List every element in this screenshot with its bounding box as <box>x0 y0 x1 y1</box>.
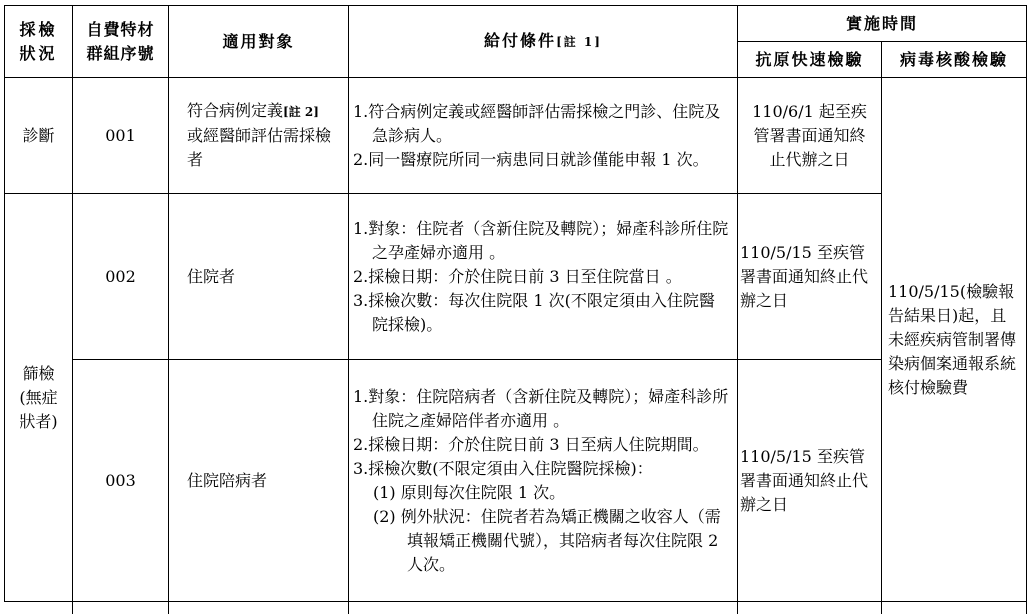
condition-number: 2. <box>353 267 368 286</box>
sub-condition-item <box>353 481 729 505</box>
target-inpatient: 住院者 <box>169 194 349 360</box>
target-diagnosis-note: [註 2] <box>283 105 319 119</box>
condition-number: 1. <box>353 102 368 121</box>
situation-screening: 篩檢 (無症 狀者) <box>5 194 73 602</box>
condition-number: 3. <box>353 291 368 310</box>
condition-item <box>353 265 729 289</box>
condition-text: 同一醫療院所同一病患同日就診僅能申報 1 次。 <box>368 150 708 169</box>
condition-item <box>353 457 729 481</box>
condition-number: 2. <box>353 150 368 169</box>
sub-condition-text: 例外狀況：住院者若為矯正機關之收容人（需填報矯正機關代號），其陪病者每次住院限 2 人次。 <box>401 507 721 574</box>
nucleic-date-screening: 110/5/15(檢驗報告結果日)起，且未經疾病管制署傳染病個案通報系統核付檢驗費 <box>882 78 1027 602</box>
condition-item <box>353 217 729 265</box>
sub-condition-number: (1) <box>373 483 396 502</box>
code-002: 002 <box>73 194 169 360</box>
code-001: 001 <box>73 78 169 194</box>
condition-item <box>353 289 729 337</box>
header-group-number: 自費特材 群組序號 <box>73 6 169 78</box>
condition-item <box>353 148 729 172</box>
header-conditions-note: [註 1] <box>556 35 602 49</box>
header-period: 實施時間 <box>738 6 1027 42</box>
condition-text: 採檢次數：每次住院限 1 次(不限定須由入住院醫院採檢)。 <box>368 291 715 334</box>
condition-text: 對象：住院陪病者（含新住院及轉院）；婦產科診所住院之產婦陪伴者亦適用 。 <box>368 387 728 430</box>
condition-number: 1. <box>353 387 368 406</box>
condition-text: 採檢次數(不限定須由入住院醫院採檢)： <box>368 459 653 478</box>
condition-number: 2. <box>353 435 368 454</box>
condition-text: 對象：住院者（含新住院及轉院）；婦產科診所住院之孕產婦亦適用 。 <box>368 219 728 262</box>
header-conditions <box>349 6 738 78</box>
condition-number: 3. <box>353 459 368 478</box>
condition-item <box>353 385 729 433</box>
table-row-diagnosis <box>5 78 1027 194</box>
header-nucleic: 病毒核酸檢驗 <box>882 42 1027 78</box>
header-situation: 採檢 狀況 <box>5 6 73 78</box>
condition-text: 採檢日期：介於住院日前 3 日至住院當日 。 <box>368 267 681 286</box>
payment-rules-table <box>4 5 1027 614</box>
sub-condition-number: (2) <box>373 507 396 526</box>
target-companion: 住院陪病者 <box>169 360 349 602</box>
code-003: 003 <box>73 360 169 602</box>
sub-condition-item <box>353 505 729 577</box>
table-row-inpatient <box>5 194 1027 360</box>
conditions-inpatient <box>349 194 738 360</box>
conditions-companion <box>349 360 738 602</box>
table-row-companion <box>5 360 1027 602</box>
condition-text: 採檢日期：介於住院日前 3 日至病人住院期間。 <box>368 435 708 454</box>
conditions-diagnosis <box>349 78 738 194</box>
sub-condition-text: 原則每次住院限 1 次。 <box>401 483 565 502</box>
condition-item <box>353 433 729 457</box>
condition-text: 符合病例定義或經醫師評估需採檢之門診、住院及急診病人。 <box>368 102 720 145</box>
condition-item <box>353 100 729 148</box>
antigen-date-diagnosis: 110/6/1 起至疾管署書面通知終止代辦之日 <box>738 78 882 194</box>
antigen-date-companion: 110/5/15 至疾管署書面通知終止代辦之日 <box>738 360 882 602</box>
situation-diagnosis: 診斷 <box>5 78 73 194</box>
antigen-date-inpatient: 110/5/15 至疾管署書面通知終止代辦之日 <box>738 194 882 360</box>
header-conditions-label: 給付條件 <box>484 31 556 50</box>
condition-number: 1. <box>353 219 368 238</box>
table-continuation <box>5 602 1027 614</box>
target-diagnosis <box>169 78 349 194</box>
target-diagnosis-pre: 符合病例定義 <box>187 101 283 120</box>
header-antigen: 抗原快速檢驗 <box>738 42 882 78</box>
header-target: 適用對象 <box>169 6 349 78</box>
target-diagnosis-post: 或經醫師評估需採檢者 <box>187 126 331 169</box>
